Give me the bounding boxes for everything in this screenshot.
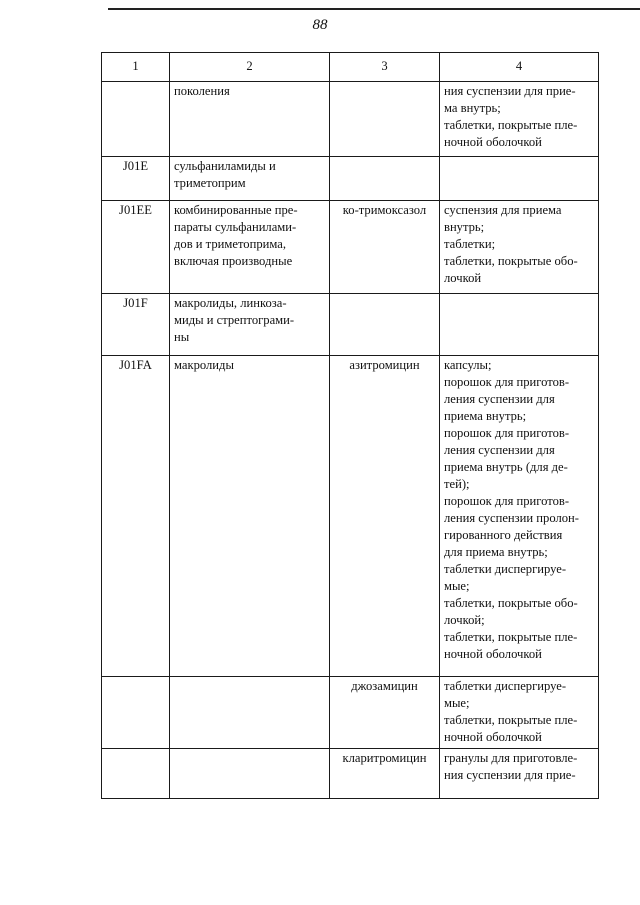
dosage-forms-cell xyxy=(440,157,599,201)
cell-text-line: кларитромицин xyxy=(342,751,427,765)
group-name-cell xyxy=(170,749,330,799)
cell-text-line: порошок для приготов- xyxy=(444,494,570,508)
cell-text-line: внутрь; xyxy=(444,220,485,234)
drug-name-cell xyxy=(330,677,440,749)
cell-text-line: поколения xyxy=(174,84,230,98)
drug-name-cell xyxy=(330,294,440,356)
atc-code-cell xyxy=(102,677,170,749)
page-number: 88 xyxy=(312,17,328,33)
cell-text-line: ночной оболочкой xyxy=(444,135,542,149)
table-row xyxy=(102,201,599,294)
top-rule xyxy=(108,8,640,10)
group-name-cell xyxy=(170,294,330,356)
cell-text-line: суспензия для приема xyxy=(444,203,562,217)
cell-text-line: порошок для приготов- xyxy=(444,426,570,440)
cell-text-line: макролиды, линкоза- xyxy=(174,296,287,310)
cell-text-line: лочкой xyxy=(444,271,482,285)
cell-text-line: ния суспензии для прие- xyxy=(444,84,576,98)
dosage-forms-cell xyxy=(440,677,599,749)
table-row xyxy=(102,157,599,201)
dosage-forms-cell xyxy=(440,82,599,157)
group-name-cell xyxy=(170,201,330,294)
atc-code-cell: J01FA xyxy=(102,356,170,677)
cell-text-line: мые; xyxy=(444,696,470,710)
header-col-2: 2 xyxy=(170,53,330,82)
cell-text-line: гированного действия xyxy=(444,528,563,542)
cell-text-line: таблетки диспергируе- xyxy=(444,679,567,693)
table-row xyxy=(102,356,599,677)
cell-text-line: миды и стрептограми- xyxy=(174,313,295,327)
cell-text-line: таблетки, покрытые пле- xyxy=(444,713,578,727)
cell-text-line: таблетки, покрытые обо- xyxy=(444,596,578,610)
cell-text-line: азитромицин xyxy=(349,358,420,372)
cell-text-line: ления суспензии для xyxy=(444,443,555,457)
atc-code-cell: J01E xyxy=(102,157,170,201)
table-header-row xyxy=(102,53,599,82)
cell-text-line: джозамицин xyxy=(351,679,418,693)
dosage-forms-cell xyxy=(440,201,599,294)
table-row xyxy=(102,749,599,799)
group-name-cell xyxy=(170,677,330,749)
cell-text-line: таблетки, покрытые пле- xyxy=(444,118,578,132)
atc-code-cell xyxy=(102,749,170,799)
cell-text-line: дов и триметоприма, xyxy=(174,237,286,251)
dosage-forms-cell xyxy=(440,294,599,356)
cell-text-line: порошок для приготов- xyxy=(444,375,570,389)
drug-name-cell xyxy=(330,749,440,799)
drug-name-cell xyxy=(330,201,440,294)
group-name-cell xyxy=(170,157,330,201)
group-name-cell xyxy=(170,82,330,157)
cell-text-line: таблетки; xyxy=(444,237,496,251)
cell-text-line: приема внутрь; xyxy=(444,409,527,423)
table-row xyxy=(102,82,599,157)
cell-text-line: для приема внутрь; xyxy=(444,545,548,559)
cell-text-line: ма внутрь; xyxy=(444,101,501,115)
header-col-3: 3 xyxy=(330,53,440,82)
cell-text-line: ны xyxy=(174,330,190,344)
header-col-4: 4 xyxy=(440,53,599,82)
cell-text-line: приема внутрь (для де- xyxy=(444,460,568,474)
table-row xyxy=(102,677,599,749)
cell-text-line: макролиды xyxy=(174,358,234,372)
cell-text-line: триметоприм xyxy=(174,176,246,190)
cell-text-line: ния суспензии для прие- xyxy=(444,768,576,782)
cell-text-line: включая производные xyxy=(174,254,293,268)
drug-name-cell xyxy=(330,157,440,201)
cell-text-line: таблетки диспергируе- xyxy=(444,562,567,576)
cell-text-line: таблетки, покрытые обо- xyxy=(444,254,578,268)
atc-code-cell: J01EE xyxy=(102,201,170,294)
cell-text-line: ления суспензии для xyxy=(444,392,555,406)
dosage-forms-cell xyxy=(440,749,599,799)
drug-name-cell xyxy=(330,82,440,157)
cell-text-line: капсулы; xyxy=(444,358,492,372)
cell-text-line: параты сульфанилами- xyxy=(174,220,297,234)
cell-text-line: комбинированные пре- xyxy=(174,203,298,217)
cell-text-line: сульфаниламиды и xyxy=(174,159,276,173)
cell-text-line: гранулы для приготовле- xyxy=(444,751,578,765)
drug-classification-table xyxy=(101,52,599,799)
header-col-1: 1 xyxy=(102,53,170,82)
cell-text-line: ления суспензии пролон- xyxy=(444,511,579,525)
group-name-cell xyxy=(170,356,330,677)
cell-text-line: ночной оболочкой xyxy=(444,730,542,744)
atc-code-cell xyxy=(102,82,170,157)
cell-text-line: таблетки, покрытые пле- xyxy=(444,630,578,644)
cell-text-line: мые; xyxy=(444,579,470,593)
atc-code-cell: J01F xyxy=(102,294,170,356)
drug-name-cell xyxy=(330,356,440,677)
cell-text-line: тей); xyxy=(444,477,470,491)
cell-text-line: ко-тримоксазол xyxy=(342,203,427,217)
dosage-forms-cell xyxy=(440,356,599,677)
cell-text-line: ночной оболочкой xyxy=(444,647,542,661)
cell-text-line: лочкой; xyxy=(444,613,485,627)
table-row xyxy=(102,294,599,356)
